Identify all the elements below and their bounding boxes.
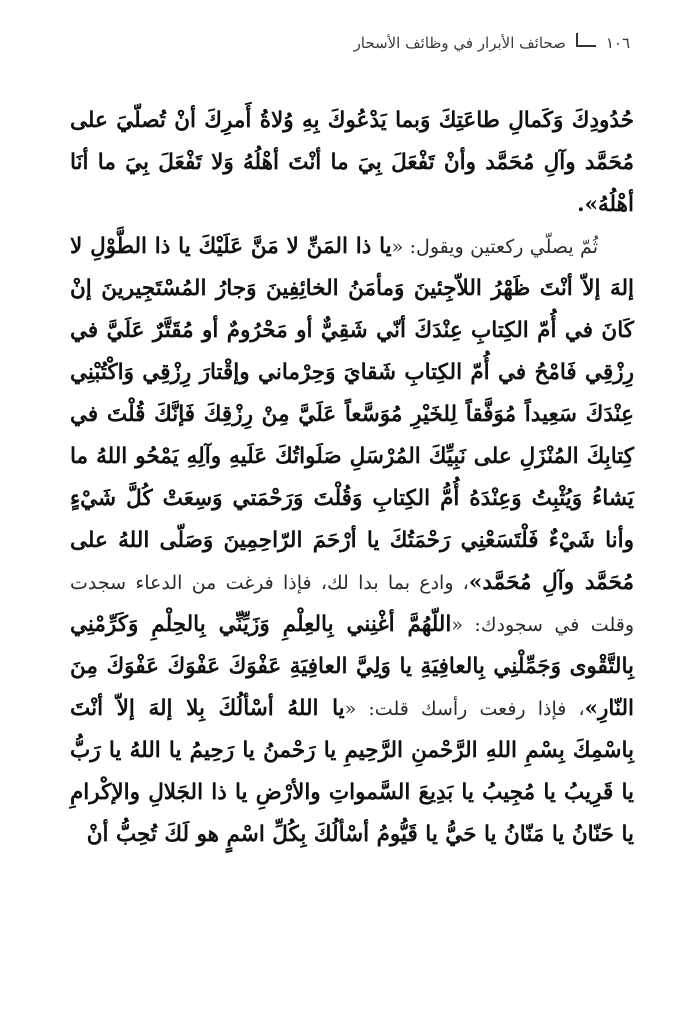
page-number: ١٠٦ bbox=[605, 34, 630, 52]
book-title: صحائف الأبرار في وظائف الأسحار bbox=[353, 34, 566, 52]
supplication-text: حُدُودِكَ وَكَمالِ طاعَتِكَ وَبما يَدْعُوكَ بِهِ وُلاةُ أَمرِكَ أنْ تُصلّيَ على مُحَمَّد وآلِ مُحَمَّد وأنْ تَفْعَلَ بِيَ ما أنْتَ أهْلُهُ وَلا تَفْعَلَ بِيَ ما أنَا أهْلُهُ». bbox=[70, 108, 634, 217]
header-rule bbox=[576, 33, 596, 47]
paragraph-1 bbox=[70, 100, 634, 226]
paragraph-2 bbox=[70, 226, 634, 856]
supplication-text: يا اللهُ أسْألُكَ بِلا إلهَ إلاّ أنْتَ بِاسْمِكَ بِسْمِ اللهِ الرَّحْمنِ الرَّحِيمِ يا رَحْمنُ يا رَحِيمُ يا اللهُ يا رَبُّ يا قَرِيبُ يا مُجِيبُ يا بَدِيعَ السَّمواتِ والأرْضِ يا ذا الجَلالِ والإكْرامِ يا حَنّانُ يا مَنّانُ يا حَيُّ يا قَيُّومُ أسْألُكَ بِكُلِّ اسْمٍ هو لَكَ تُحِبُّ أنْ bbox=[70, 696, 634, 847]
narration-text: ثُمّ يصلّي ركعتين ويقول: « bbox=[391, 236, 598, 258]
narration-text: ، فإذا رفعت رأسك قلت: « bbox=[344, 698, 585, 720]
supplication-text: يا ذا المَنِّ لا مَنَّ عَلَيْكَ يا ذا الطَّوْلِ لا إلهَ إلاّ أنْتَ ظَهْرُ اللاّجِئينَ وَمأمَنُ الخائِفِينَ وَجارُ المُسْتَجِيرينَ إنْ كَانَ في أُمّ الكِتابِ عِنْدَكَ أنّي شَقِيٌّ أو مَحْرُومٌ أو مُقَتَّرٌ عَلَيَّ في رِزْقِي فَامْحُ في أُمّ الكِتابِ شَقايَ وَحِرْماني وإقْتارَ رِزْقِي وَاكْتُبْنِي عِنْدَكَ سَعِيداً مُوَفَّقاً لِلخَيْرِ مُوَسَّعاً عَلَيَّ مِنْ رِزْقِكَ فَإنَّكَ قُلْتَ في كِتابِكَ المُنْزَلِ على نَبِيِّكَ المُرْسَلِ صَلَواتُكَ عَلَيهِ وآلِهِ يَمْحُو اللهُ ما يَشاءُ وَيُثْبِتُ وَعِنْدَهُ أُمُّ الكِتابِ وَقُلْتَ وَرَحْمَتي وَسِعَتْ كُلَّ شَيْءٍ وأنا شَيْءٌ فَلْتَسَعْنِي رَحْمَتُكَ يا أرْحَمَ الرّاحِمِينَ وَصَلّى اللهُ على مُحَمَّد وآلِ مُحَمَّد» bbox=[70, 234, 634, 595]
running-header bbox=[70, 30, 634, 56]
body-text bbox=[70, 100, 634, 856]
narration-text: ، وادع بما بدا لك، فإذا فرغت من الدعاء سجدت وقلت في سجودك: « bbox=[70, 572, 634, 636]
supplication-text: اللّهُمَّ أغْنِني بِالعِلْمِ وَزَيِّنِّي بِالحِلْمِ وَكَرِّمْنِي بِالتَّقْوى وَجَمِّلْنِي بِالعافِيَةِ يا وَلِيَّ العافِيَةِ عَفْوَكَ عَفْوَكَ عَفْوَكَ مِنَ النّارِ» bbox=[70, 612, 634, 721]
